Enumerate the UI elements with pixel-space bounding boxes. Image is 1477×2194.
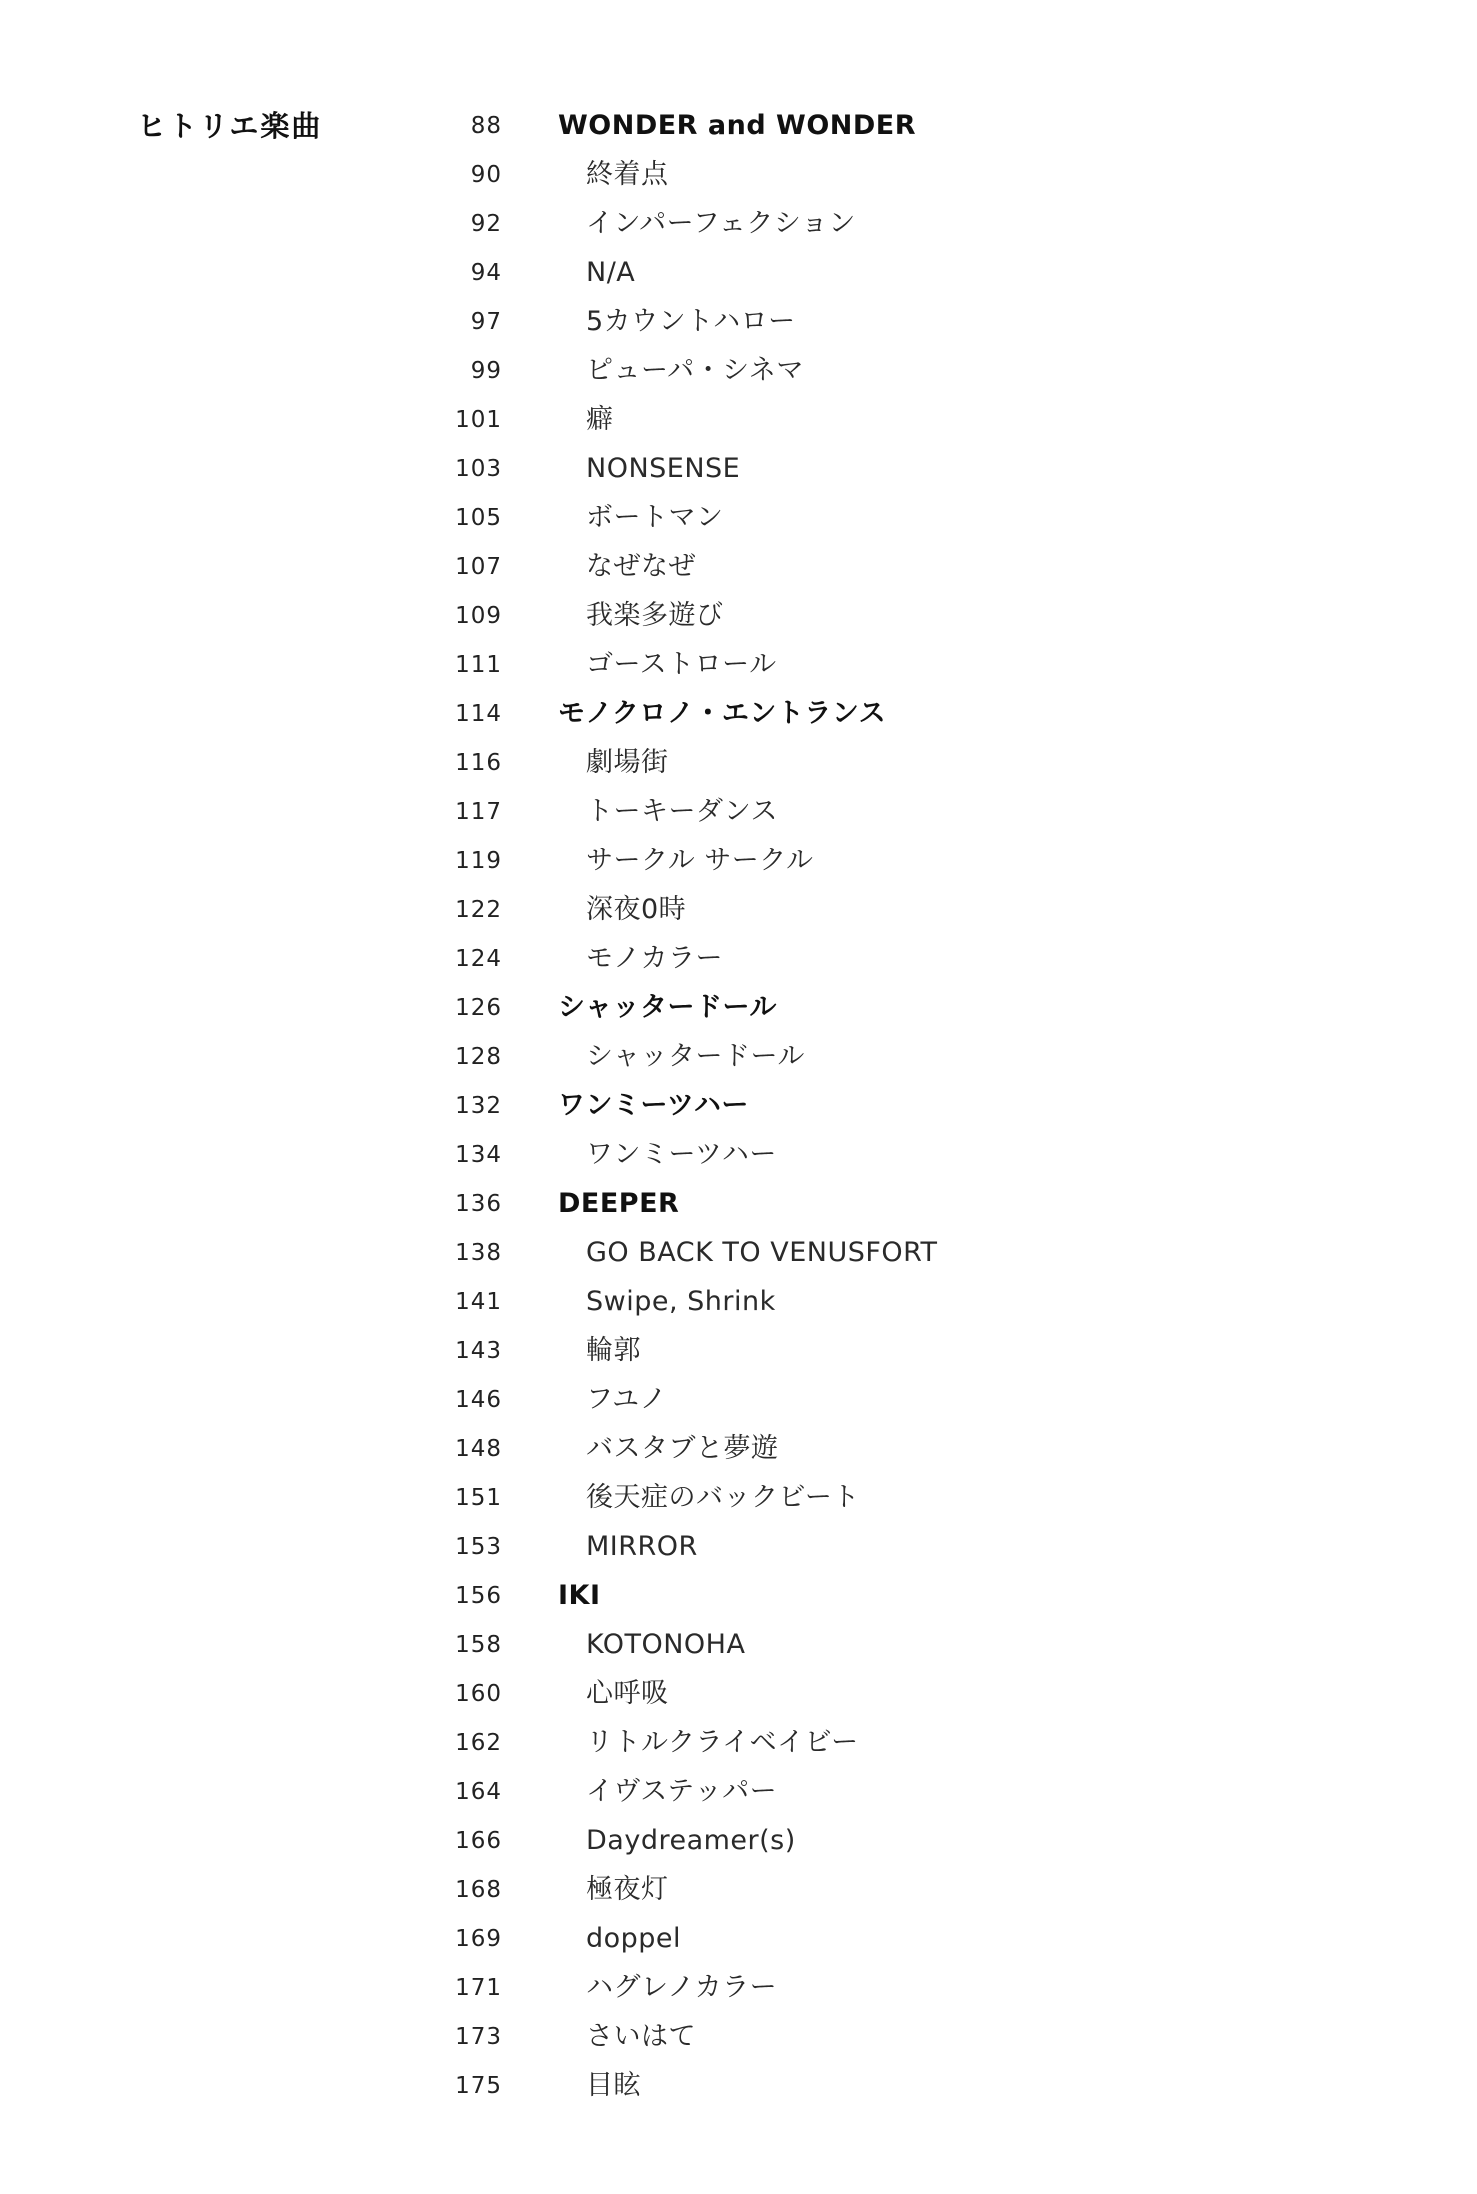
song-title: doppel: [586, 1923, 682, 1954]
toc-song-row: [440, 890, 1400, 939]
song-title: 深夜0時: [586, 894, 687, 925]
toc-song-row: [440, 2066, 1400, 2115]
song-title: N/A: [586, 257, 636, 288]
album-title: IKI: [558, 1580, 601, 1611]
page-number: 173: [455, 2024, 502, 2050]
toc-song-row: [440, 1331, 1400, 1380]
album-title: ワンミーツハー: [558, 1090, 749, 1121]
toc-song-row: [440, 1968, 1400, 2017]
song-title: なぜなぜ: [586, 551, 696, 582]
song-title: MIRROR: [586, 1531, 698, 1562]
page-number: 103: [455, 456, 502, 482]
toc-song-row: [440, 1527, 1400, 1576]
song-title: 心呼吸: [586, 1678, 669, 1709]
page-number: 107: [455, 554, 502, 580]
page-number: 132: [455, 1093, 502, 1119]
toc-album-row: [440, 988, 1400, 1037]
toc-song-row: [440, 596, 1400, 645]
song-title: NONSENSE: [586, 453, 741, 484]
page-number: 122: [455, 897, 502, 923]
toc-album-row: [440, 1576, 1400, 1625]
toc-song-row: [440, 1625, 1400, 1674]
song-title: ピューパ・シネマ: [586, 355, 804, 386]
song-title: インパーフェクション: [586, 208, 856, 239]
page-number: 134: [455, 1142, 502, 1168]
song-title: バスタブと夢遊: [586, 1433, 779, 1464]
song-title: 5カウントハロー: [586, 306, 796, 337]
album-title: WONDER and WONDER: [558, 110, 917, 141]
toc-song-row: [440, 449, 1400, 498]
page-number: 168: [455, 1877, 502, 1903]
page-number: 128: [455, 1044, 502, 1070]
toc-song-row: [440, 1772, 1400, 1821]
song-title: GO BACK TO VENUSFORT: [586, 1237, 938, 1268]
song-title: トーキーダンス: [586, 796, 778, 827]
toc-song-row: [440, 841, 1400, 890]
toc-song-row: [440, 792, 1400, 841]
song-title: フユノ: [586, 1384, 668, 1415]
album-title: DEEPER: [558, 1188, 680, 1219]
toc-album-row: [440, 106, 1400, 155]
song-title: ハグレノカラー: [586, 1972, 778, 2003]
page-number: 124: [455, 946, 502, 972]
page-number: 138: [455, 1240, 502, 1266]
song-title: 我楽多遊び: [586, 600, 724, 631]
page-number: 136: [455, 1191, 502, 1217]
song-title: 劇場街: [586, 747, 669, 778]
song-title: さいはて: [586, 2021, 696, 2052]
toc-song-row: [440, 743, 1400, 792]
song-title: 後天症のバックビート: [586, 1482, 860, 1513]
toc-song-row: [440, 547, 1400, 596]
song-title: 極夜灯: [586, 1874, 669, 1905]
toc-song-row: [440, 1282, 1400, 1331]
toc-song-row: [440, 351, 1400, 400]
page-number: 151: [455, 1485, 502, 1511]
toc-song-row: [440, 1135, 1400, 1184]
page-number: 156: [455, 1583, 502, 1609]
song-title: サークル サークル: [586, 845, 814, 876]
album-title: モノクロノ・エントランス: [558, 698, 887, 729]
song-title: Daydreamer(s): [586, 1825, 796, 1856]
toc-song-row: [440, 1478, 1400, 1527]
page-number: 92: [470, 211, 502, 237]
toc-album-row: [440, 1086, 1400, 1135]
page-number: 97: [470, 309, 502, 335]
toc-song-row: [440, 155, 1400, 204]
page-number: 117: [455, 799, 502, 825]
toc-song-row: [440, 204, 1400, 253]
toc-song-row: [440, 1429, 1400, 1478]
page-number: 101: [455, 407, 502, 433]
toc-song-row: [440, 1380, 1400, 1429]
page-number: 164: [455, 1779, 502, 1805]
page-number: 153: [455, 1534, 502, 1560]
page-number: 146: [455, 1387, 502, 1413]
song-title: KOTONOHA: [586, 1629, 746, 1660]
page-number: 88: [470, 113, 502, 139]
toc-song-row: [440, 253, 1400, 302]
page-number: 109: [455, 603, 502, 629]
toc-song-row: [440, 1723, 1400, 1772]
song-title: リトルクライベイビー: [586, 1727, 859, 1758]
page-number: 160: [455, 1681, 502, 1707]
page-number: 171: [455, 1975, 502, 2001]
toc-song-row: [440, 645, 1400, 694]
song-title: イヴステッパー: [586, 1776, 778, 1807]
song-title: ボートマン: [586, 502, 724, 533]
song-title: 輪郭: [586, 1335, 641, 1366]
toc-song-row: [440, 1233, 1400, 1282]
page-number: 169: [455, 1926, 502, 1952]
song-title: Swipe, Shrink: [586, 1286, 776, 1317]
page-number: 141: [455, 1289, 502, 1315]
song-title: 癖: [586, 404, 614, 435]
toc-song-row: [440, 302, 1400, 351]
song-title: ワンミーツハー: [586, 1139, 777, 1170]
song-title: ゴーストロール: [586, 649, 777, 680]
table-of-contents: [440, 106, 1400, 2115]
toc-song-row: [440, 2017, 1400, 2066]
song-title: 終着点: [586, 159, 669, 190]
page-number: 175: [455, 2073, 502, 2099]
toc-album-row: [440, 694, 1400, 743]
page-number: 105: [455, 505, 502, 531]
song-title: モノカラー: [586, 943, 723, 974]
page-number: 111: [455, 652, 502, 678]
toc-song-row: [440, 939, 1400, 988]
page-number: 119: [455, 848, 502, 874]
page-number: 166: [455, 1828, 502, 1854]
page-number: 90: [470, 162, 502, 188]
toc-song-row: [440, 1919, 1400, 1968]
song-title: シャッタードール: [586, 1041, 805, 1072]
album-title: シャッタードール: [558, 992, 777, 1023]
toc-song-row: [440, 498, 1400, 547]
page-number: 158: [455, 1632, 502, 1658]
page-number: 148: [455, 1436, 502, 1462]
toc-song-row: [440, 1037, 1400, 1086]
toc-album-row: [440, 1184, 1400, 1233]
toc-song-row: [440, 400, 1400, 449]
toc-song-row: [440, 1821, 1400, 1870]
page-number: 99: [470, 358, 502, 384]
page-number: 143: [455, 1338, 502, 1364]
page-number: 94: [470, 260, 502, 286]
song-title: 目眩: [586, 2070, 641, 2101]
toc-song-row: [440, 1674, 1400, 1723]
page-number: 162: [455, 1730, 502, 1756]
page-number: 126: [455, 995, 502, 1021]
page-number: 116: [455, 750, 502, 776]
page-number: 114: [455, 701, 502, 727]
section-title: ヒトリエ楽曲: [137, 109, 323, 143]
toc-song-row: [440, 1870, 1400, 1919]
